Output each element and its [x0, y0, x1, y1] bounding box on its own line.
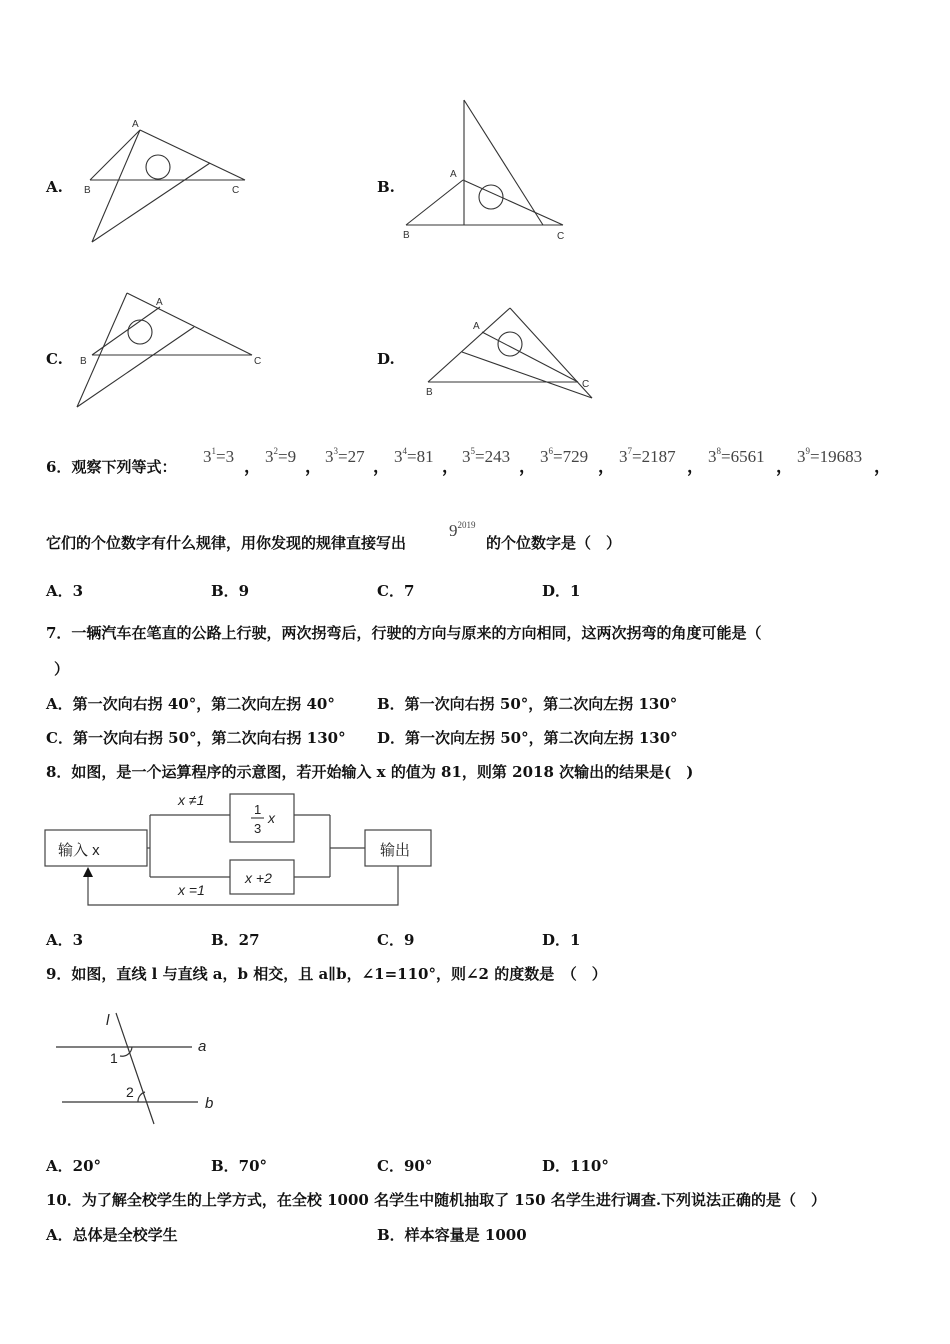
q6-sep-3: ，	[373, 457, 390, 476]
q5c-point-c: C	[254, 356, 262, 367]
q8-arrow-up-icon	[83, 867, 93, 877]
q7-option-c: C．第一次向右拐 50°，第二次向右拐 130°	[46, 729, 346, 747]
q8-cond-bottom: x =1	[178, 882, 205, 898]
q8-option-b: B．27	[211, 931, 260, 949]
q9-label-l: l	[106, 1012, 110, 1029]
q5-figure-b	[398, 95, 578, 245]
q9-parallel-lines-diagram	[50, 1005, 230, 1130]
q6-power-8: $3^8=6561$	[708, 446, 765, 466]
q5-figure-a	[80, 115, 255, 250]
q6-option-c: C．7	[377, 582, 415, 600]
q6-question-post: 的个位数字是（ ）	[486, 534, 622, 552]
q5-option-b-label: B.	[377, 178, 395, 196]
q5d-point-a: A	[473, 321, 480, 332]
q9-label-b: b	[205, 1095, 214, 1112]
q6-intro	[46, 456, 176, 477]
q7-option-b: B．第一次向右拐 50°，第二次向左拐 130°	[377, 695, 678, 713]
q9-option-a: A．20°	[46, 1157, 102, 1175]
q6-power-2: $3^2=9$	[265, 446, 297, 466]
q9-option-c: C．90°	[377, 1157, 433, 1175]
q10-text: 10．为了解全校学生的上学方式，在全校 1000 名学生中随机抽取了 150 名学生进行调查.下列说法正确的是（ ）	[46, 1191, 827, 1209]
q8-op-bottom: x +2	[245, 870, 272, 886]
q6-intro-text: 观察下列等式：	[71, 458, 177, 476]
q5a-point-a: A	[132, 119, 139, 130]
q5-option-d-label: D.	[377, 350, 395, 368]
q8-frac-var: x	[268, 810, 275, 826]
q8-text: 8．如图，是一个运算程序的示意图，若开始输入 x 的值为 81，则第 2018 次输出的结果是( )	[46, 763, 694, 781]
q9-label-a: a	[198, 1038, 207, 1055]
q5-figure-d	[420, 300, 605, 405]
q6-power-4: $3^4=81$	[394, 446, 434, 466]
q6-sep-6: ，	[598, 457, 615, 476]
q9-option-b: B．70°	[211, 1157, 268, 1175]
q7-option-d: D．第一次向左拐 50°，第二次向左拐 130°	[377, 729, 678, 747]
q6-sep-4: ，	[442, 457, 459, 476]
q6-power-7: $3^7=2187$	[619, 446, 676, 466]
q9-line-l	[116, 1013, 154, 1124]
q6-sep-2: ，	[305, 457, 322, 476]
q9-text: 9．如图，直线 l 与直线 a，b 相交，且 a∥b，∠1=110°，则∠2 的度数是 （ ）	[46, 965, 607, 983]
q5b-point-a: A	[450, 169, 457, 180]
q8-input-label: 输入 x	[58, 842, 100, 859]
q5d-point-c: C	[582, 379, 590, 390]
q7-line1: 7．一辆汽车在笔直的公路上行驶，两次拐弯后，行驶的方向与原来的方向相同，这两次拐弯的角度可能是（	[46, 624, 762, 642]
q5d-point-b: B	[426, 387, 433, 398]
q5c-point-a: A	[156, 297, 163, 308]
q6-power-9: $3^9=19683$	[797, 446, 863, 466]
q8-cond-top: x ≠1	[178, 792, 205, 808]
q5-option-a-label: A.	[46, 178, 63, 196]
q6-power-1: $3^1=3$	[203, 446, 235, 466]
q5a-point-b: B	[84, 185, 91, 196]
q8-option-a: A．3	[46, 931, 84, 949]
q8-option-c: C．9	[377, 931, 415, 949]
q5a-point-c: C	[232, 185, 240, 196]
q6-sep-8: ，	[776, 457, 793, 476]
q8-flow-diagram	[40, 785, 440, 915]
q5c-point-b: B	[80, 356, 87, 367]
q9-angle-2: 2	[126, 1084, 134, 1100]
q6-question	[46, 532, 406, 553]
q6-option-a: A．3	[46, 582, 84, 600]
q8-output-label: 输出	[380, 842, 411, 859]
q6-target-power: $9^{2019}$	[449, 520, 476, 540]
q10-option-b: B．样本容量是 1000	[377, 1226, 527, 1244]
q6-question-pre: 它们的个位数字有什么规律，用你发现的规律直接写出	[46, 534, 407, 552]
q8-frac-den: 3	[254, 821, 262, 836]
q6-power-5: $3^5=243$	[462, 446, 511, 466]
q5-option-c-label: C.	[46, 350, 63, 368]
q6-power-6: $3^6=729$	[540, 446, 589, 466]
q7-option-a: A．第一次向右拐 40°，第二次向左拐 40°	[46, 695, 335, 713]
q6-option-b: B．9	[211, 582, 250, 600]
q8-option-d: D．1	[542, 931, 581, 949]
q9-option-d: D．110°	[542, 1157, 609, 1175]
q6-power-3: $3^3=27$	[325, 446, 365, 466]
q9-angle-1: 1	[110, 1050, 118, 1066]
q6-sep-1: ，	[244, 457, 261, 476]
q10-option-a: A．总体是全校学生	[46, 1226, 178, 1244]
q5b-point-b: B	[403, 230, 410, 241]
q6-number: 6．	[46, 458, 72, 476]
q8-frac-num: 1	[254, 802, 262, 817]
q6-sep-9: ，	[874, 457, 891, 476]
q5-figure-c	[72, 285, 267, 415]
q5b-point-c: C	[557, 231, 565, 242]
q6-sep-7: ，	[687, 457, 704, 476]
q7-line2: ）	[54, 660, 70, 678]
q6-sep-5: ，	[519, 457, 536, 476]
q6-option-d: D．1	[542, 582, 581, 600]
